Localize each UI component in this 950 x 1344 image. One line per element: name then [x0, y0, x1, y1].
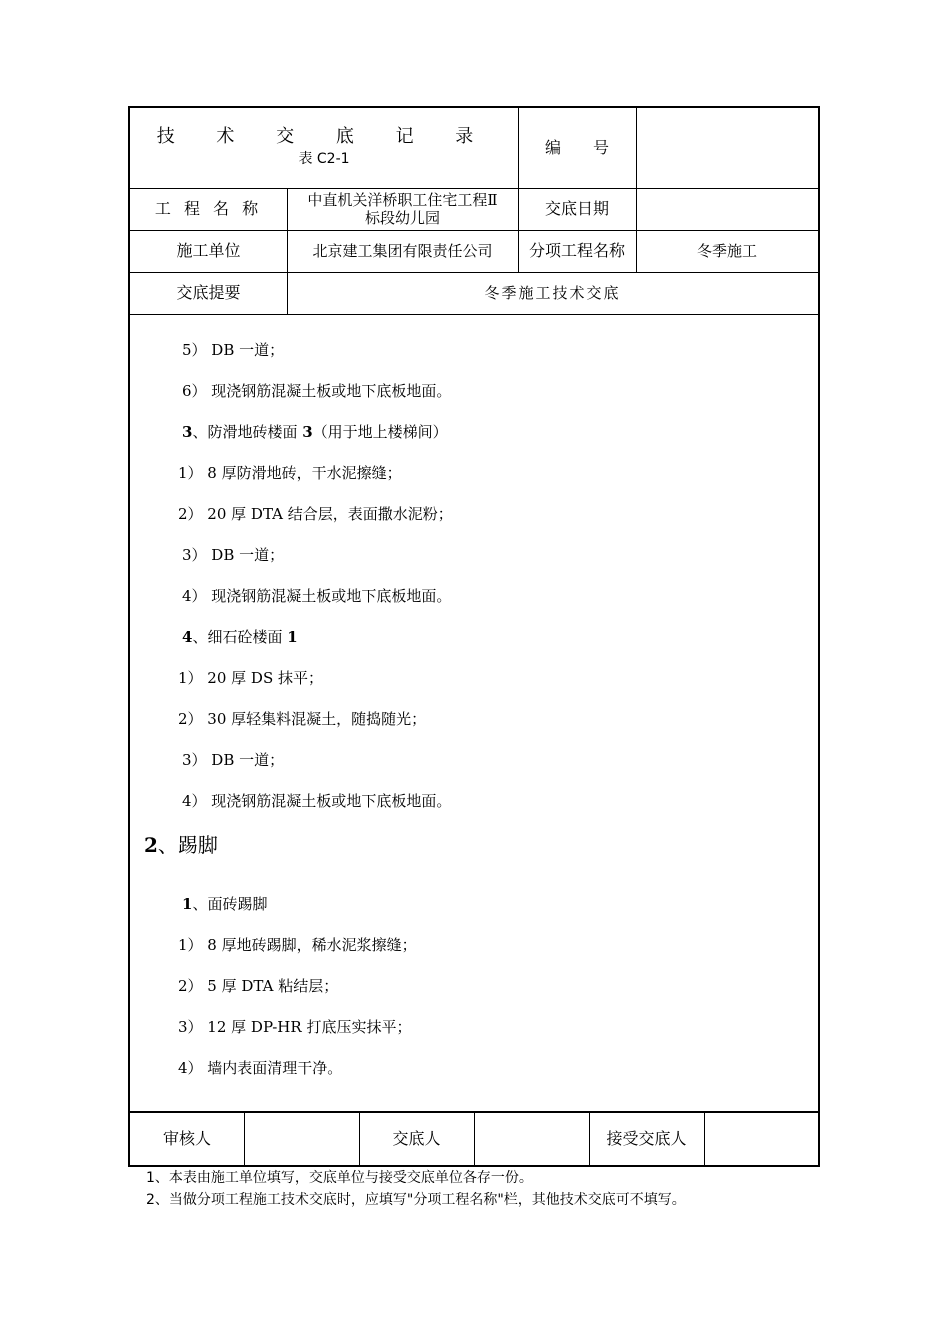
project-name-line1: 中直机关洋桥职工住宅工程Ⅱ: [307, 191, 498, 209]
summary-value[interactable]: 冬季施工技术交底: [484, 284, 621, 302]
content-heading: 1、面砖踢脚: [182, 895, 268, 913]
disclosure-form: [128, 106, 820, 1167]
discloser-value[interactable]: [474, 1112, 589, 1165]
receiver-label: 接受交底人: [606, 1128, 687, 1148]
reviewer-value[interactable]: [244, 1112, 359, 1165]
content-line: 3） DB 一道；: [182, 546, 285, 564]
form-number: 表 C2-1: [298, 151, 350, 167]
content-line: 4） 现浇钢筋混凝土板或地下底板地面。: [182, 792, 452, 810]
content-line: 1） 20 厚 DS 抹平；: [178, 669, 324, 687]
content-line: 3） DB 一道；: [182, 751, 285, 769]
subproject-value[interactable]: 冬季施工: [696, 242, 757, 260]
subproject-label: 分项工程名称: [528, 241, 625, 260]
construction-unit-label: 施工单位: [176, 241, 241, 260]
project-name-label: 工 程 名 称: [154, 199, 263, 218]
project-name-line2: 标段幼儿园: [364, 209, 440, 227]
content-line: 5） DB 一道；: [182, 341, 285, 359]
construction-unit-value[interactable]: 北京建工集团有限责任公司: [312, 242, 493, 260]
project-name-value[interactable]: [287, 188, 518, 230]
content-heading: 3、防滑地砖楼面 3（用于地上楼梯间）: [182, 423, 448, 441]
code-value[interactable]: [636, 108, 818, 188]
content-line: 1） 8 厚地砖踢脚，稀水泥浆擦缝；: [178, 936, 417, 954]
reviewer-label: 审核人: [162, 1128, 211, 1148]
footnote-1: 1、本表由施工单位填写，交底单位与接受交底单位各存一份。: [146, 1170, 533, 1186]
form-title-cell: [130, 108, 518, 188]
form-title: 技 术 交 底 记 录: [156, 126, 492, 147]
receiver-value[interactable]: [704, 1112, 818, 1165]
content-line: 4） 墙内表面清理干净。: [178, 1059, 343, 1077]
date-value[interactable]: [636, 188, 818, 230]
content-line: 2） 30 厚轻集料混凝土，随捣随光；: [178, 710, 427, 728]
content-line: 4） 现浇钢筋混凝土板或地下底板地面。: [182, 587, 452, 605]
date-label: 交底日期: [544, 199, 609, 218]
content-line: 2） 20 厚 DTA 结合层，表面撒水泥粉；: [178, 505, 453, 523]
code-label: 编 号: [544, 138, 609, 157]
content-line: 2） 5 厚 DTA 粘结层；: [178, 977, 339, 995]
disclosure-body: [130, 314, 818, 1111]
discloser-label: 交底人: [392, 1128, 441, 1148]
footnote-2: 2、当做分项工程施工技术交底时，应填写"分项工程名称"栏，其他技术交底可不填写。: [146, 1192, 686, 1208]
content-line: 3） 12 厚 DP-HR 打底压实抹平；: [178, 1018, 412, 1036]
section-heading: 2、踢脚: [144, 833, 218, 857]
content-line: 6） 现浇钢筋混凝土板或地下底板地面。: [182, 382, 452, 400]
summary-label: 交底提要: [176, 283, 241, 302]
content-line: 1） 8 厚防滑地砖，干水泥擦缝；: [178, 464, 402, 482]
content-heading: 4、细石砼楼面 1: [182, 628, 298, 646]
